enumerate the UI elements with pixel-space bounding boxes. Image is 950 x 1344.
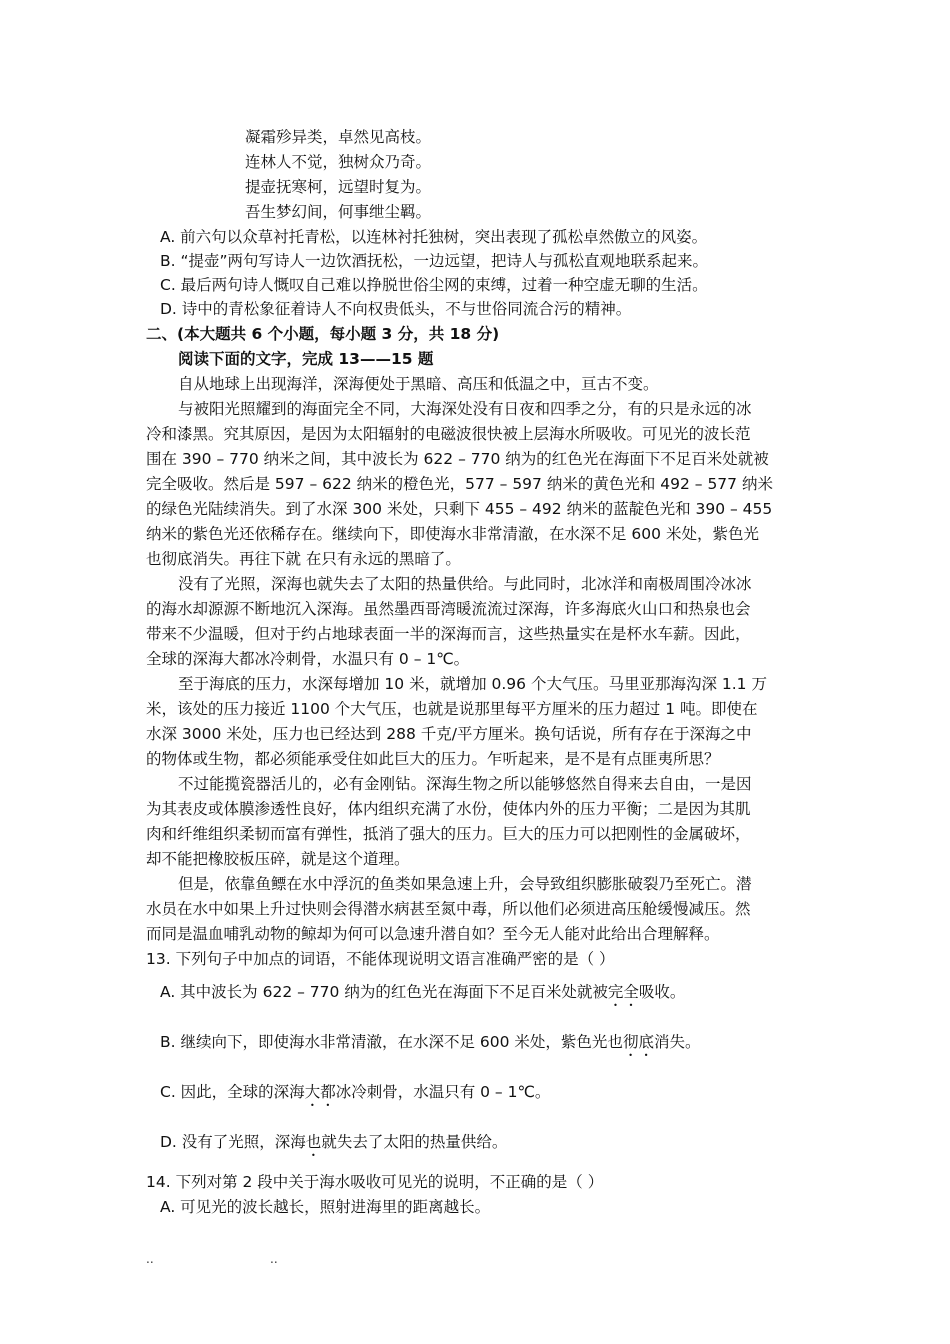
reading-instruction: 阅读下面的文字，完成 13——15 题 (178, 350, 434, 368)
emphasis-word: 彻底 (622, 1033, 654, 1051)
passage-line: 完全吸收。然后是 597 – 622 纳米的橙色光，577 – 597 纳米的黄色光和 492 – 577 纳米 (146, 475, 773, 493)
passage-line: 的物体或生物，都必须能承受住如此巨大的压力。乍听起来，是不是有点匪夷所思？ (146, 750, 720, 768)
passage-line: 没有了光照，深海也就失去了太阳的热量供给。与此同时，北冰洋和南极周围冷冰冰 (178, 575, 752, 593)
q12-option-a: A. 前六句以众草衬托青松，以连林衬托独树，突出表现了孤松卓然傲立的风姿。 (160, 228, 708, 246)
passage-line: 与被阳光照耀到的海面完全不同，大海深处没有日夜和四季之分，有的只是永远的冰 (178, 400, 752, 418)
q13-option-c: C. 因此，全球的深海大都冰冷刺骨，水温只有 0 – 1℃。 (160, 1083, 551, 1101)
q13-option-a: A. 其中波长为 622 – 770 纳为的红色光在海面下不足百米处就被完全吸收。 (160, 983, 686, 1001)
passage-line: 冷和漆黑。究其原因，是因为太阳辐射的电磁波很快被上层海水所吸收。可见光的波长范 (146, 425, 751, 443)
passage-line: 却不能把橡胶板压碎，就是这个道理。 (146, 850, 410, 868)
poem-line-3: 提壶抚寒柯，远望时复为。 (245, 178, 432, 196)
poem-line-2: 连林人不觉，独树众乃奇。 (245, 153, 432, 171)
emphasis-word: 完全 (607, 983, 639, 1001)
passage-line: 水员在水中如果上升过快则会得潜水病甚至氮中毒，所以他们必须进高压舱缓慢减压。然 (146, 900, 751, 918)
q12-option-d: D. 诗中的青松象征着诗人不向权贵低头，不与世俗同流合污的精神。 (160, 300, 632, 318)
passage-line: 肉和纤维组织柔韧而富有弹性，抵消了强大的压力。巨大的压力可以把刚性的金属破坏， (146, 825, 751, 843)
section-heading: 二、(本大题共 6 个小题，每小题 3 分，共 18 分) (146, 325, 500, 343)
q13-option-b: B. 继续向下，即使海水非常清澈，在水深不足 600 米处，紫色光也彻底消失。 (160, 1033, 701, 1051)
q13-option-d: D. 没有了光照，深海也就失去了太阳的热量供给。 (160, 1133, 508, 1151)
passage-line: 也彻底消失。再往下就 在只有永远的黑暗了。 (146, 550, 461, 568)
passage-line: 至于海底的压力，水深每增加 10 米，就增加 0.96 个大气压。马里亚那海沟深 1.1 万 (178, 675, 767, 693)
passage-line: 水深 3000 米处，压力也已经达到 288 千克/平方厘米。换句话说，所有存在于深海之中 (146, 725, 752, 743)
emphasis-word: 也 (305, 1133, 322, 1151)
q12-option-b: B. “提壶”两句写诗人一边饮酒抚松，一边远望，把诗人与孤松直观地联系起来。 (160, 252, 709, 270)
passage-line: 带来不少温暖，但对于约占地球表面一半的深海而言，这些热量实在是杯水车薪。因此， (146, 625, 751, 643)
poem-line-4: 吾生梦幻间，何事绁尘羁。 (245, 203, 432, 221)
footer-mark-right: .. (270, 1252, 278, 1266)
q14-option-a: A. 可见光的波长越长，照射进海里的距离越长。 (160, 1198, 491, 1216)
q12-option-c: C. 最后两句诗人慨叹自己难以挣脱世俗尘网的束缚，过着一种空虚无聊的生活。 (160, 276, 708, 294)
passage-line: 米，该处的压力接近 1100 个大气压，也就是说那里每平方厘米的压力超过 1 吨。即使在 (146, 700, 758, 718)
passage-line: 围在 390 – 770 纳米之间，其中波长为 622 – 770 纳为的红色光在海面下不足百米处就被 (146, 450, 769, 468)
passage-line: 全球的深海大都冰冷刺骨，水温只有 0 – 1℃。 (146, 650, 470, 668)
poem-line-1: 凝霜殄异类，卓然见高枝。 (245, 128, 432, 146)
q14-stem: 14. 下列对第 2 段中关于海水吸收可见光的说明，不正确的是（ ） (146, 1173, 604, 1191)
passage-line: 但是，依靠鱼鳔在水中浮沉的鱼类如果急速上升，会导致组织膨胀破裂乃至死亡。潜 (178, 875, 752, 893)
passage-line: 而同是温血哺乳动物的鲸却为何可以急速升潜自如？至今无人能对此给出合理解释。 (146, 925, 720, 943)
passage-line: 纳米的紫色光还依稀存在。继续向下，即使海水非常清澈，在水深不足 600 米处，紫色光 (146, 525, 759, 543)
passage-line: 为其表皮或体膜渗透性良好，体内组织充满了水份，使体内外的压力平衡；二是因为其肌 (146, 800, 751, 818)
passage-line: 不过能揽瓷器活儿的，必有金刚钻。深海生物之所以能够悠然自得来去自由，一是因 (178, 775, 752, 793)
passage-line: 的海水却源源不断地沉入深海。虽然墨西哥湾暖流流过深海，许多海底火山口和热泉也会 (146, 600, 751, 618)
footer-mark-left: .. (146, 1252, 154, 1266)
emphasis-word: 大都 (304, 1083, 336, 1101)
passage-line: 自从地球上出现海洋，深海便处于黑暗、高压和低温之中，亘古不变。 (178, 375, 659, 393)
passage-line: 的绿色光陆续消失。到了水深 300 米处，只剩下 455 – 492 纳米的蓝靛色光和 390 – 455 (146, 500, 773, 518)
q13-stem: 13. 下列句子中加点的词语，不能体现说明文语言准确严密的是（ ） (146, 950, 615, 968)
